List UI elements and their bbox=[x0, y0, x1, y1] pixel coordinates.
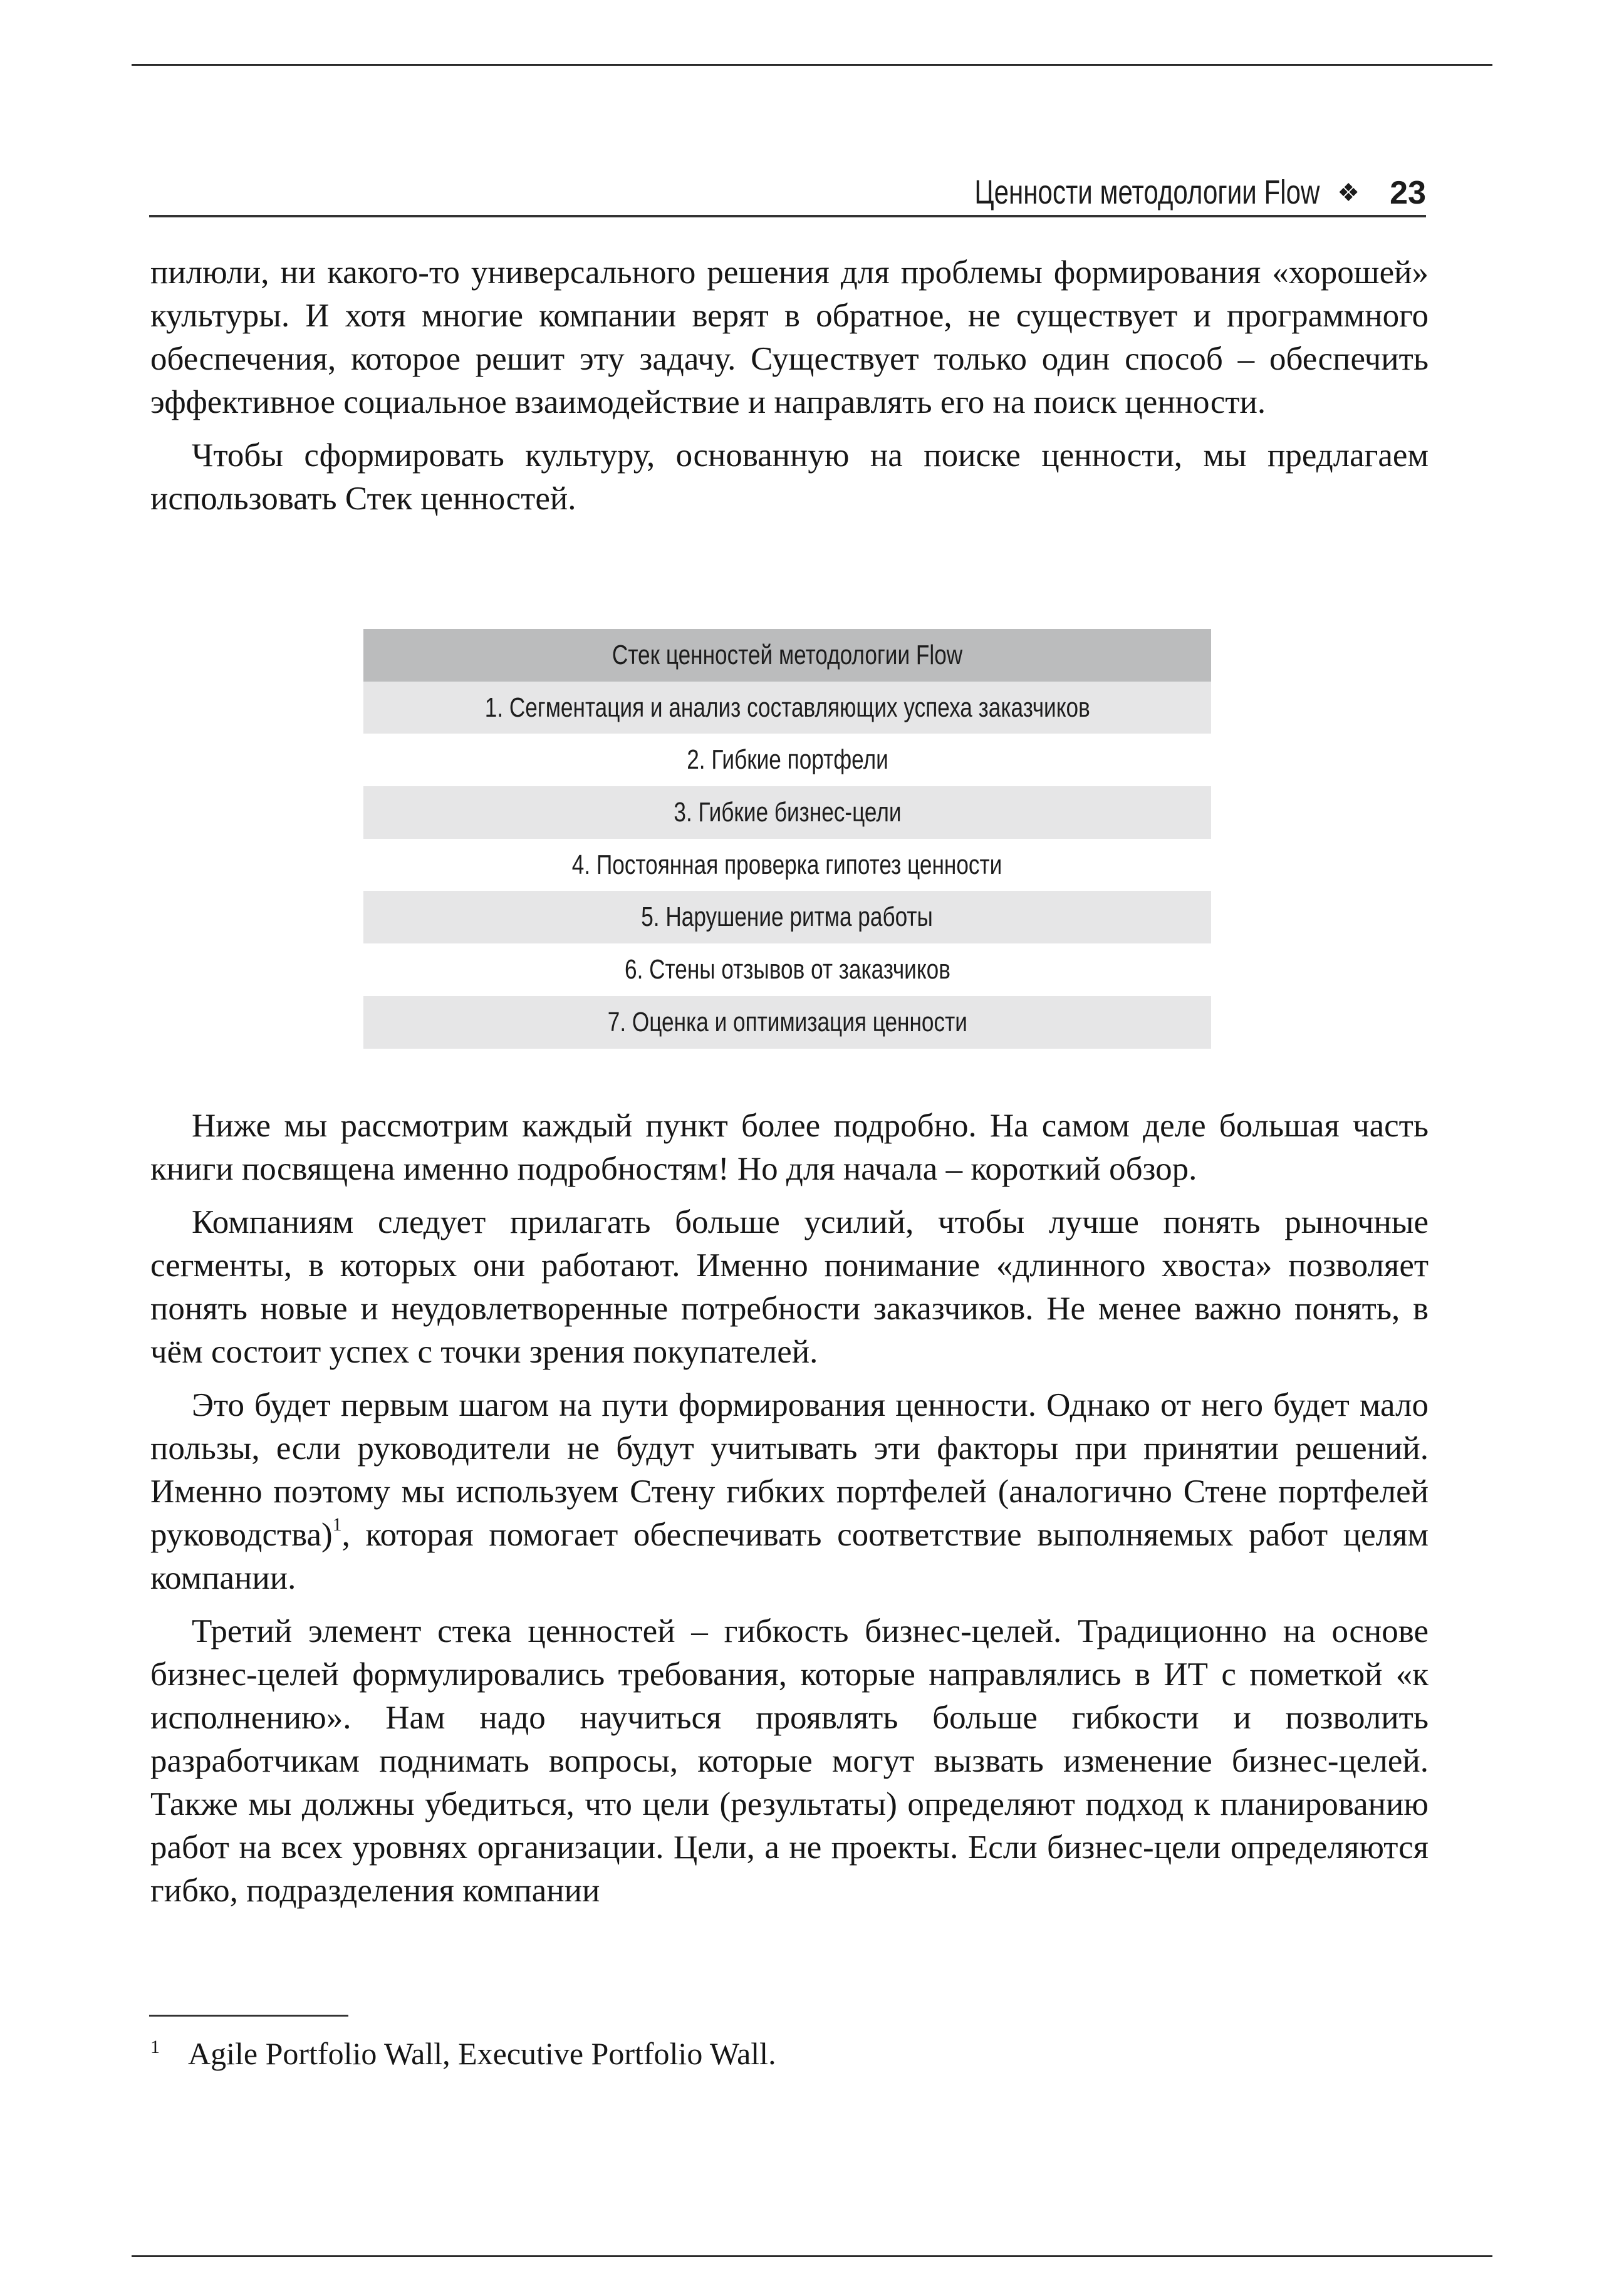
table-row bbox=[363, 943, 1211, 996]
fleuron-icon: ❖ bbox=[1337, 179, 1360, 207]
table-row-label: 7. Оценка и оптимизация ценности bbox=[607, 1006, 967, 1037]
table-row-label: 1. Сегментация и анализ составляющих успеха заказчиков bbox=[484, 692, 1090, 723]
page-bottom-rule bbox=[132, 2255, 1492, 2257]
paragraph: Ниже мы рассмотрим каждый пункт более подробно. На самом деле большая часть книги посвящена именно подробностям! Но для начала – короткий обзор. bbox=[150, 1108, 1429, 1187]
table-row-label: 3. Гибкие бизнес-цели bbox=[673, 796, 902, 828]
value-stack-table bbox=[363, 629, 1211, 1049]
running-head-title: Ценности методологии Flow bbox=[974, 174, 1320, 211]
table-row bbox=[363, 682, 1211, 734]
body-text-bottom bbox=[150, 1104, 1429, 1923]
footnote-separator bbox=[149, 2015, 348, 2017]
table-row-label: 4. Постоянная проверка гипотез ценности bbox=[572, 849, 1002, 880]
paragraph: Компаниям следует прилагать больше усилий, чтобы лучше понять рыночные сегменты, в которых они работают. Именно понимание «длинного хвоста» позволяет понять новые и неудовлетворенные потребности заказчиков. Не менее важно понять, в чём состоит успех с точки зрения покупателей. bbox=[150, 1204, 1429, 1370]
page-number: 23 bbox=[1390, 175, 1426, 211]
table-row bbox=[363, 786, 1211, 839]
table-header-label: Стек ценностей методологии Flow bbox=[612, 639, 963, 670]
running-head bbox=[877, 168, 1426, 209]
body-text-top bbox=[150, 251, 1429, 531]
footnote-reference[interactable]: 1 bbox=[332, 1514, 342, 1535]
paragraph-continued: пилюли, ни какого-то универсального решения для проблемы формирования «хорошей» культуры. И хотя многие компании верят в обратное, не существует и программного обеспечения, которое решит эту задачу. Существует только один способ – обеспечить эффективное социальное взаимодействие и направлять его на поиск ценности. bbox=[150, 254, 1429, 420]
footnote bbox=[150, 2027, 1090, 2074]
table-row-label: 2. Гибкие портфели bbox=[686, 744, 888, 776]
table-header bbox=[363, 629, 1211, 682]
page-top-rule bbox=[132, 64, 1492, 66]
table-row-label: 6. Стены отзывов от заказчиков bbox=[624, 953, 950, 985]
table-row bbox=[363, 734, 1211, 786]
footnote-number: 1 bbox=[150, 2037, 160, 2057]
footnote-text: Agile Portfolio Wall, Executive Portfolio Wall. bbox=[188, 2036, 776, 2071]
paragraph-text: , которая помогает обеспечивать соответствие выполняемых работ целям компании. bbox=[150, 1517, 1429, 1596]
paragraph: Третий элемент стека ценностей – гибкость бизнес-целей. Традиционно на основе бизнес-целей формулировались требования, которые направлялись в ИТ с пометкой «к исполнению». Нам надо научиться проявлять больше гибкости и позволить разработчикам поднимать вопросы, которые могут вызвать изменение бизнес-целей. Также мы должны убедиться, что цели (результаты) определяют подход к планированию работ на всех уровнях организации. Цели, а не проекты. Если бизнес-цели определяются гибко, подразделения компании bbox=[150, 1613, 1429, 1909]
table-row bbox=[363, 996, 1211, 1049]
table-row bbox=[363, 839, 1211, 891]
paragraph-with-footnote bbox=[150, 1384, 1429, 1600]
table-row-label: 5. Нарушение ритма работы bbox=[641, 901, 934, 933]
paragraph: Чтобы сформировать культуру, основанную на поиске ценности, мы предлагаем использовать Стек ценностей. bbox=[150, 437, 1429, 517]
table-row bbox=[363, 891, 1211, 943]
running-head-rule bbox=[149, 215, 1426, 217]
paragraph-text: Это будет первым шагом на пути формирования ценности. Однако от него будет мало пользы, если руководители не будут учитывать эти факторы при принятии решений. Именно поэтому мы используем Стену гибких портфелей (аналогично Стене портфелей руководства) bbox=[150, 1387, 1429, 1553]
